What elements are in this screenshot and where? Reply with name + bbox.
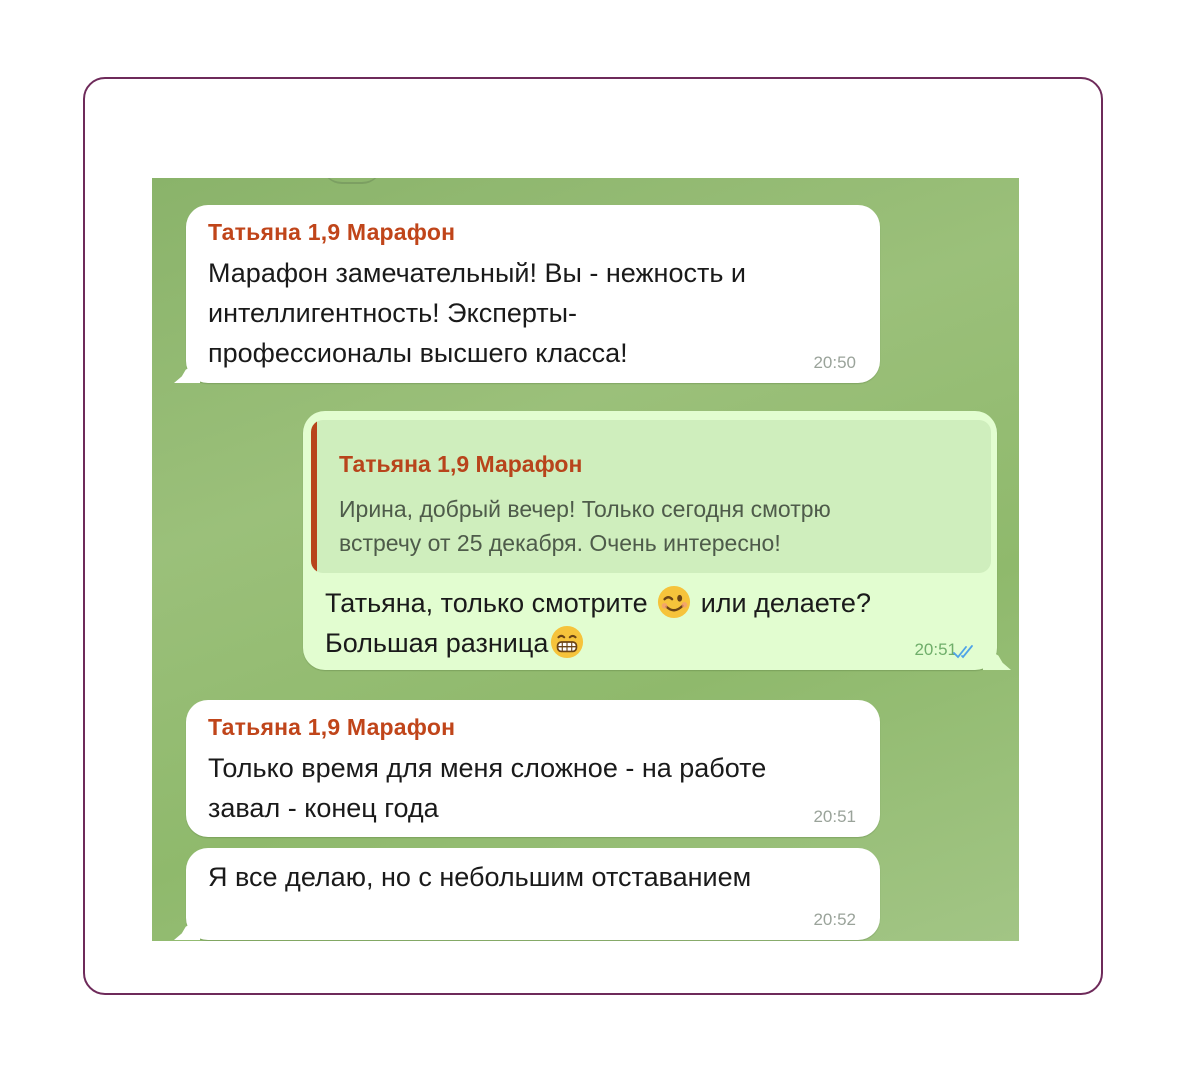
- message-text: Только время для меня сложное - на работе завал - конец года: [208, 753, 767, 823]
- message-text: Татьяна, только смотрите или делаете? Большая разница: [325, 583, 871, 663]
- message-outgoing[interactable]: [303, 411, 997, 670]
- grinning-face-emoji: [550, 625, 584, 659]
- previous-message-edge: [322, 178, 382, 184]
- chat-screenshot: [152, 178, 1019, 941]
- message-time: 20:50: [813, 353, 856, 372]
- message-incoming[interactable]: [186, 205, 880, 383]
- sender-name[interactable]: Татьяна 1,9 Марафон: [208, 714, 456, 740]
- reply-sender-name: Татьяна 1,9 Марафон: [339, 451, 583, 477]
- message-text: Марафон замечательный! Вы - нежность и интеллигентность! Эксперты- профессионалы высшего класса!: [208, 258, 746, 368]
- bubble-tail: [174, 918, 200, 940]
- bubble-tail: [983, 646, 1011, 670]
- reply-quote[interactable]: [311, 420, 991, 573]
- sender-name[interactable]: Татьяна 1,9 Марафон: [208, 219, 456, 245]
- message-time: 20:51: [813, 807, 856, 826]
- message-time: 20:52: [813, 910, 856, 929]
- message-incoming[interactable]: [186, 848, 880, 940]
- reply-bar: [311, 420, 317, 573]
- message-time: 20:51: [914, 640, 957, 659]
- read-double-check-icon: [953, 644, 977, 660]
- reply-text: Ирина, добрый вечер! Только сегодня смотрю встречу от 25 декабря. Очень интересно!: [339, 496, 831, 556]
- message-incoming[interactable]: [186, 700, 880, 837]
- winking-face-emoji: [657, 585, 691, 619]
- message-text: Я все делаю, но с небольшим отставанием: [208, 862, 752, 892]
- bubble-tail: [174, 361, 200, 383]
